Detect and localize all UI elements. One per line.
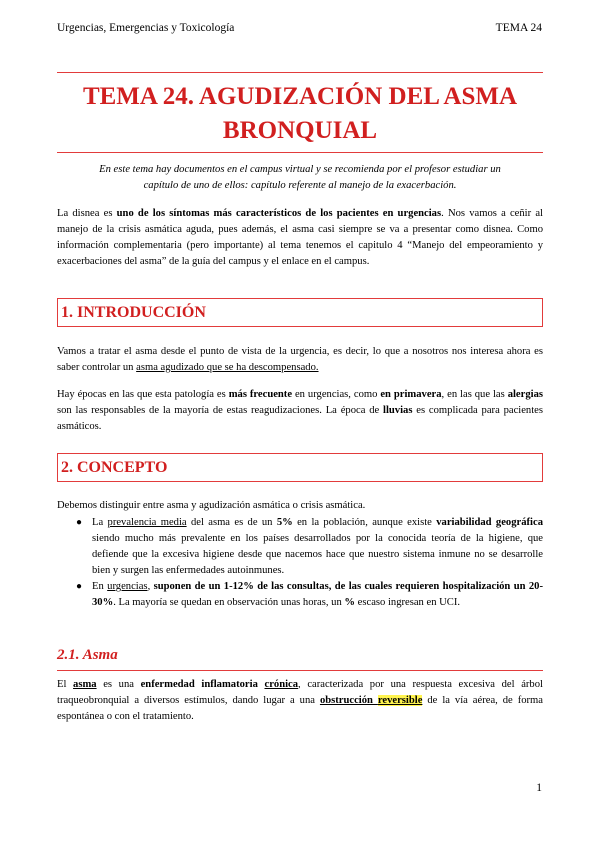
- page-title: [57, 80, 543, 148]
- text: Hay épocas en las que esta patología es: [57, 389, 229, 400]
- text: siendo mucho más prevalente en los países desarrollados por la conocida teoría de la higiene, que defiende que la excesiva higiene desde que nacemos hace que nuestro sistema inmune no se desarrolle bien y surgen las enfermedades autoinmunes.: [92, 533, 543, 576]
- bold-text: suponen de un 1-12% de las consultas, de las cuales requieren hospitalización un 20-30%: [92, 581, 543, 608]
- underlined-text: urgencias: [107, 581, 148, 592]
- bold-text: 5%: [276, 517, 293, 528]
- text: son las responsables de la mayoría de estas reagudizaciones. La época de: [57, 405, 384, 416]
- bold-underlined-text: crónica: [264, 679, 299, 690]
- underlined-text: asma agudizado que se ha descompensado.: [136, 362, 319, 373]
- bold-text: en primavera: [380, 389, 442, 400]
- text: . La mayoría se quedan en observación unas horas, un: [113, 597, 345, 608]
- bold-text: enfermedad inflamatoria: [140, 679, 265, 690]
- bold-text: alergias: [507, 389, 543, 400]
- text: , en las que las: [441, 389, 508, 400]
- section-heading-concepto: 2. CONCEPTO: [57, 453, 543, 482]
- title-line-2: BRONQUIAL: [222, 117, 378, 144]
- paragraph-distinguir: Debemos distinguir entre asma y agudización asmática o crisis asmática.: [57, 500, 366, 511]
- text: es complicada para pacientes asmáticos.: [57, 405, 543, 432]
- bold-text: %: [344, 597, 356, 608]
- intro-note-line-1: En este tema hay documentos en el campus virtual y se recomienda por el profesor estudiar un: [99, 164, 501, 175]
- paragraph-punto-de-vista: [57, 344, 543, 376]
- running-header-topic: TEMA 24: [495, 22, 542, 34]
- text: En: [92, 581, 108, 592]
- list-item-prevalencia: [57, 515, 543, 579]
- bold-text: más frecuente: [228, 389, 293, 400]
- text: en la población, aunque existe: [292, 517, 437, 528]
- bold-text: uno de los síntomas más característicos de los pacientes en urgencias: [116, 208, 442, 219]
- text: . Nos vamos a ceñir al manejo de la crisis asmática aguda, pues además, el asma casi siempre se va a presentar como disnea. Como información complementaria (pero importante) al tema tenemos el capitulo 4 “Manejo del empeoramiento y exacerbaciones del asma” de la guía del campus y el enlace en el campus.: [57, 208, 543, 267]
- paragraph-disnea: [57, 206, 543, 270]
- page-number: 1: [536, 782, 542, 794]
- text: de la vía aérea, de forma espontánea o con el tratamiento.: [57, 695, 543, 722]
- text: La: [92, 517, 108, 528]
- highlighted-text: reversible: [377, 695, 423, 706]
- list-item-urgencias: [57, 579, 543, 611]
- intro-note: [66, 162, 534, 194]
- title-top-rule: [57, 72, 543, 73]
- paragraph-asma-definicion: [57, 677, 543, 725]
- subsection-heading-asma: 2.1. Asma: [57, 647, 118, 663]
- bullet-dot-icon: ●: [76, 517, 83, 528]
- section-heading-introduccion: 1. INTRODUCCIÓN: [57, 298, 543, 327]
- bold-underlined-text: obstrucción: [319, 695, 378, 706]
- running-header-subject: Urgencias, Emergencias y Toxicología: [57, 22, 235, 34]
- subsection-rule: [57, 670, 543, 671]
- title-bottom-rule: [57, 152, 543, 153]
- text: escaso ingresan en UCI.: [355, 597, 461, 608]
- bold-text: variabilidad geográfica: [436, 517, 543, 528]
- text: del asma es de un: [186, 517, 277, 528]
- intro-note-line-2: capítulo de uno de ellos: capítulo referente al manejo de la exacerbación.: [143, 180, 457, 191]
- text: ,: [147, 581, 154, 592]
- underlined-text: prevalencia media: [107, 517, 187, 528]
- bold-underlined-text: asma: [73, 679, 97, 690]
- text: El: [57, 679, 74, 690]
- text: , caracterizada por una respuesta excesiva del árbol traqueobronquial a diversos estímulos, dando lugar a una: [57, 679, 543, 706]
- bullet-dot-icon: ●: [76, 581, 83, 592]
- text: Vamos a tratar el asma desde el punto de vista de la urgencia, es decir, lo que a nosotros nos interesa ahora es saber controlar un: [57, 346, 543, 373]
- bullet-list: [57, 515, 543, 611]
- text: La disnea es: [57, 208, 117, 219]
- title-line-1: TEMA 24. AGUDIZACIÓN DEL ASMA: [82, 83, 518, 110]
- text: en urgencias, como: [292, 389, 381, 400]
- bold-text: lluvias: [383, 405, 413, 416]
- paragraph-epocas: [57, 387, 543, 435]
- text: es una: [96, 679, 141, 690]
